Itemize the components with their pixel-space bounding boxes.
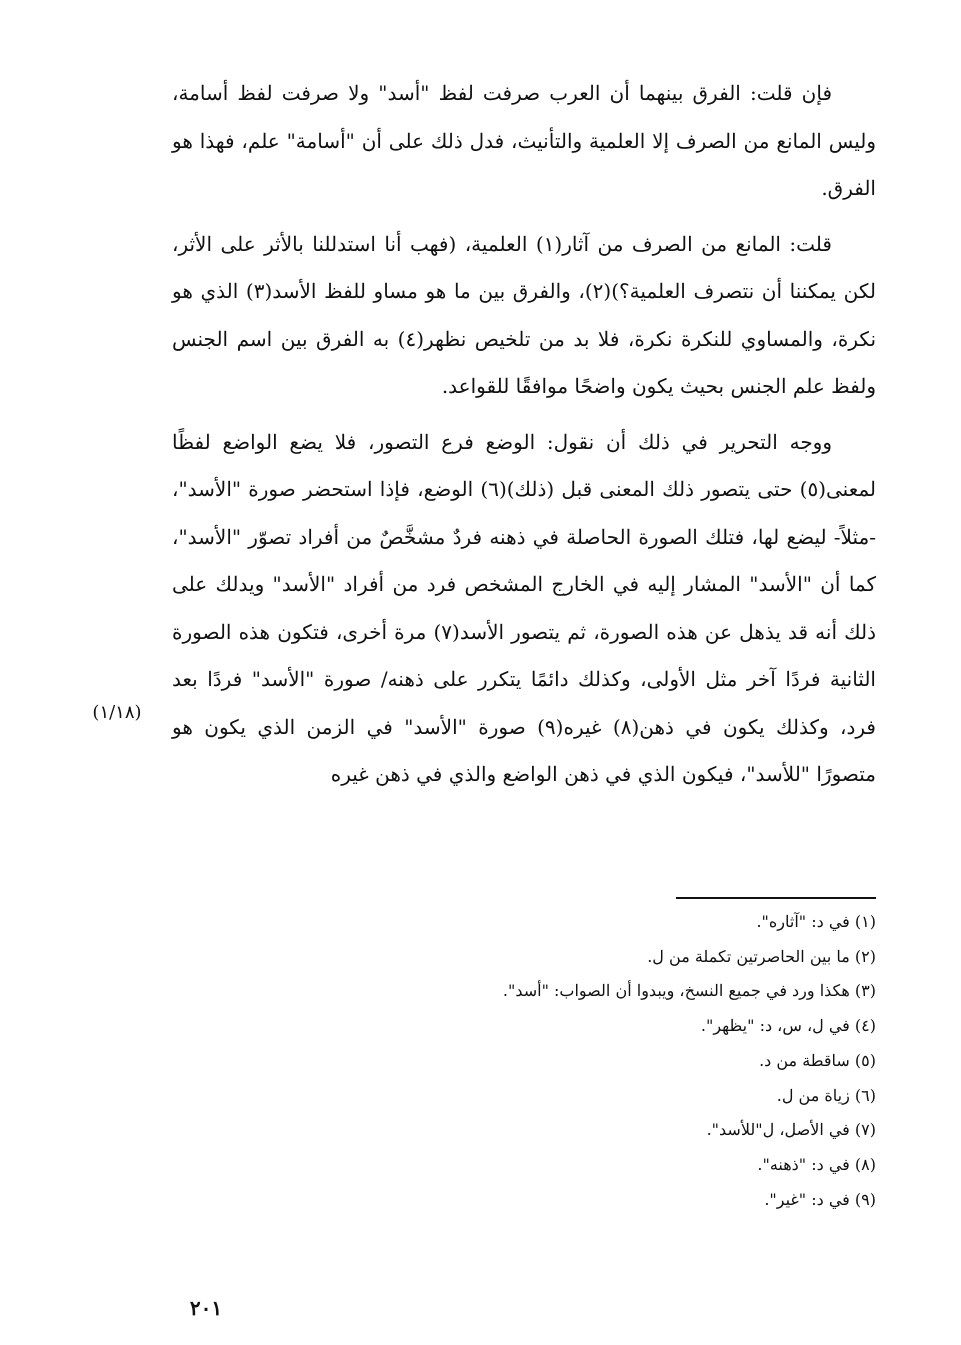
footnote-2: (٢) ما بين الحاصرتين تكملة من ل. (647, 946, 876, 966)
footnotes-list (396, 905, 876, 1217)
manuscript-folio-marker: (١/١٨) (92, 702, 142, 723)
footnote-7: (٧) في الأصل، ل"للأسد". (706, 1120, 876, 1140)
page-number: ٢٠١ (189, 1296, 223, 1320)
footnote-6: (٦) زياة من ل. (776, 1085, 876, 1105)
paragraph-3: ووجه التحرير في ذلك أن نقول: الوضع فرع التصور، فلا يضع الواضع لفظًا لمعنى(٥) حتى يتصور ذلك المعنى قبل (ذلك)(٦) الوضع، فإذا استحضر صورة "الأسد"، -مثلاً- ليضع لها، فتلك الصورة الحاصلة في ذهنه فردٌ مشخَّصٌ من أفراد تصوّر "الأسد"، كما أن "الأسد" المشار إليه في الخارج المشخص فرد من أفراد "الأسد" ويدلك على ذلك أنه قد يذهل عن هذه الصورة، ثم يتصور الأسد(٧) مرة أخرى، فتكون هذه الصورة الثانية فردًا آخر مثل الأولى، وكذلك دائمًا يتكرر على ذهنه/ صورة "الأسد" فردًا بعد فرد، وكذلك يكون في ذهن(٨) غيره(٩) صورة "الأسد" في الزمن الذي يكون هو متصورًا "للأسد"، فيكون الذي في ذهن الواضع والذي في ذهن غيره (172, 429, 876, 786)
paragraph-2: قلت: المانع من الصرف من آثار(١) العلمية، (فهب أنا استدللنا بالأثر على الأثر، لكن يمكننا أن نتصرف العلمية؟)(٢)، والفرق بين ما هو مساو للفظ الأسد(٣) الذي هو نكرة، والمساوي للنكرة نكرة، فلا بد من تلخيص نظهر(٤) به الفرق بين اسم الجنس ولفظ علم الجنس بحيث يكون واضحًا موافقًا للقواعد. (172, 231, 877, 398)
footnote-1: (١) في د: "آثاره". (756, 912, 876, 931)
footnote-8: (٨) في د: "ذهنه". (757, 1154, 876, 1174)
footnote-5: (٥) ساقطة من د. (759, 1050, 876, 1070)
footnote-4: (٤) في ل، س، د: "يظهر". (700, 1016, 876, 1036)
paragraph-1: فإن قلت: الفرق بينهما أن العرب صرفت لفظ "أسد" ولا صرفت لفظ أسامة، وليس المانع من الصرف إلا العلمية والتأنيث، فدل ذلك على أن "أسامة" علم، فهذا هو الفرق. (172, 81, 876, 200)
footnote-3: (٣) هكذا ورد في جميع النسخ، ويبدوا أن الصواب: "أسد". (502, 981, 876, 1001)
footnote-9: (٩) في د: "غير". (764, 1189, 876, 1209)
footnote-separator (676, 897, 876, 899)
main-text (172, 70, 876, 807)
